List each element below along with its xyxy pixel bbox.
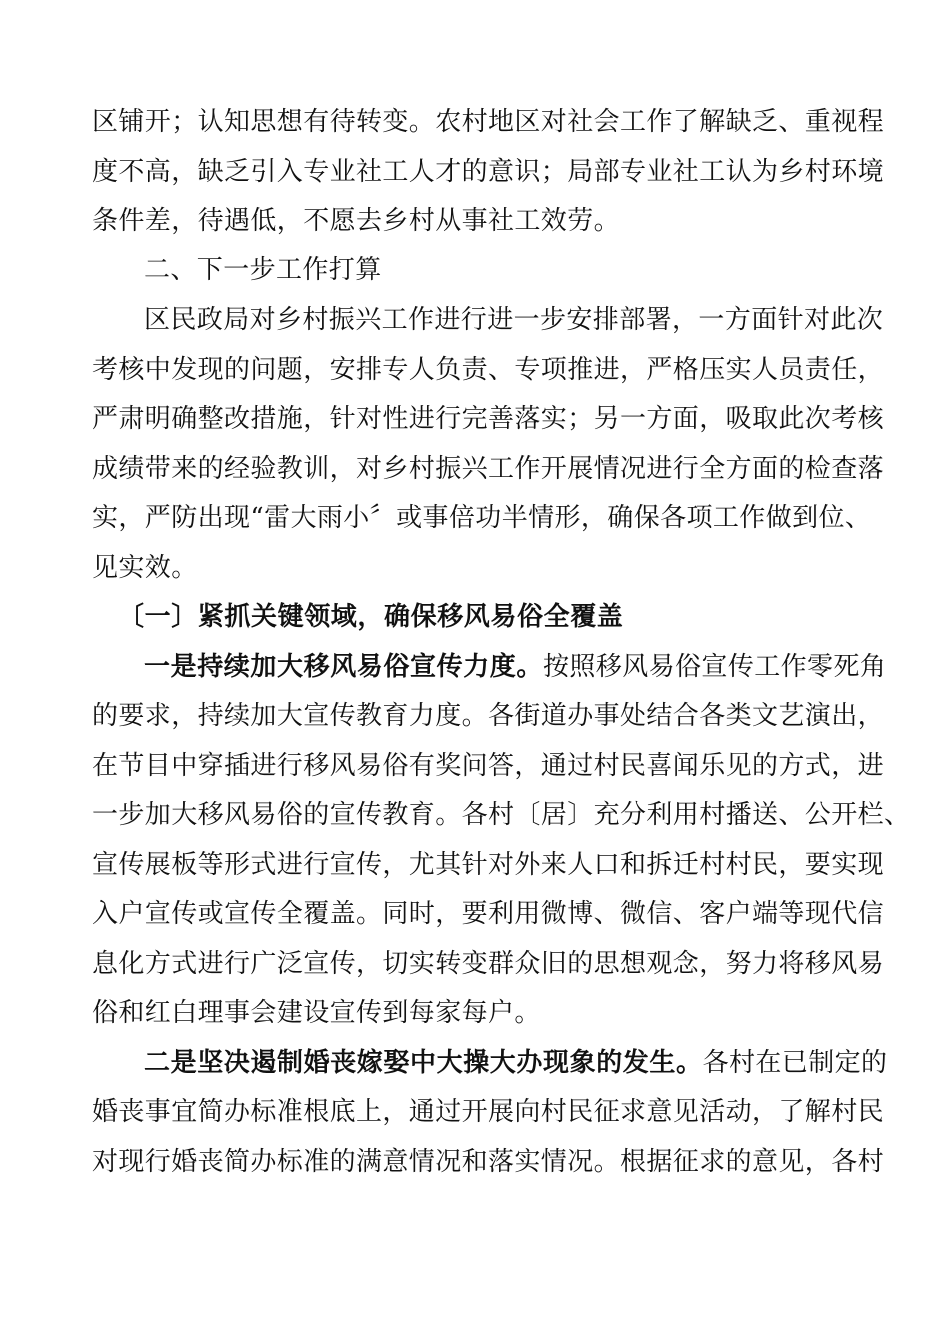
text-line: 区铺开；认知思想有待转变。农村地区对社会工作了解缺乏、重视程 — [92, 107, 885, 137]
text-line — [144, 652, 886, 682]
subsection-heading: 〔一〕紧抓关键领域，确保移风易俗全覆盖 — [118, 602, 624, 632]
text-line: 见实效。 — [92, 553, 198, 583]
text-line: 对现行婚丧简办标准的满意情况和落实情况。根据征求的意见，各村 — [92, 1147, 885, 1177]
bold-lead: 一是持续加大移风易俗宣传力度。 — [144, 652, 544, 682]
text-line: 严肃明确整改措施，针对性进行完善落实；另一方面，吸取此次考核 — [92, 404, 885, 434]
text-line: 入户宣传或宣传全覆盖。同时，要利用微博、微信、客户端等现代信 — [92, 899, 885, 929]
text-line: 在节目中穿插进行移风易俗有奖问答，通过村民喜闻乐见的方式，进 — [92, 751, 885, 781]
text-line: 度不高，缺乏引入专业社工人才的意识；局部专业社工认为乡村环境 — [92, 157, 885, 187]
text-line: 息化方式进行广泛宣传，切实转变群众旧的思想观念，努力将移风易 — [92, 949, 885, 979]
text-line: 区民政局对乡村振兴工作进行进一步安排部署，一方面针对此次 — [144, 305, 884, 335]
text-span: 各村在已制定的 — [702, 1048, 888, 1078]
text-line: 一步加大移风易俗的宣传教育。各村〔居〕充分利用村播送、公开栏、 — [92, 800, 911, 830]
text-span: 按照移风易俗宣传工作零死角 — [543, 652, 887, 682]
text-line: 成绩带来的经验教训，对乡村振兴工作开展情况进行全方面的检查落 — [92, 454, 885, 484]
text-line: 宣传展板等形式进行宣传，尤其针对外来人口和拆迁村村民，要实现 — [92, 850, 885, 880]
text-line: 实，严防出现“雷大雨小〞或事倍功半情形，确保各项工作做到位、 — [92, 503, 872, 533]
text-line: 条件差，待遇低，不愿去乡村从事社工效劳。 — [92, 206, 621, 236]
text-line: 考核中发现的问题，安排专人负责、专项推进，严格压实人员责任， — [92, 355, 885, 385]
text-line: 婚丧事宜简办标准根底上，通过开展向村民征求意见活动，了解村民 — [92, 1097, 885, 1127]
section-heading: 二、下一步工作打算 — [144, 255, 382, 285]
bold-lead: 二是坚决遏制婚丧嫁娶中大操大办现象的发生。 — [144, 1048, 703, 1078]
text-line: 俗和红白理事会建设宣传到每家每户。 — [92, 998, 541, 1028]
text-line: 的要求，持续加大宣传教育力度。各街道办事处结合各类文艺演出， — [92, 701, 885, 731]
text-line — [144, 1048, 887, 1078]
